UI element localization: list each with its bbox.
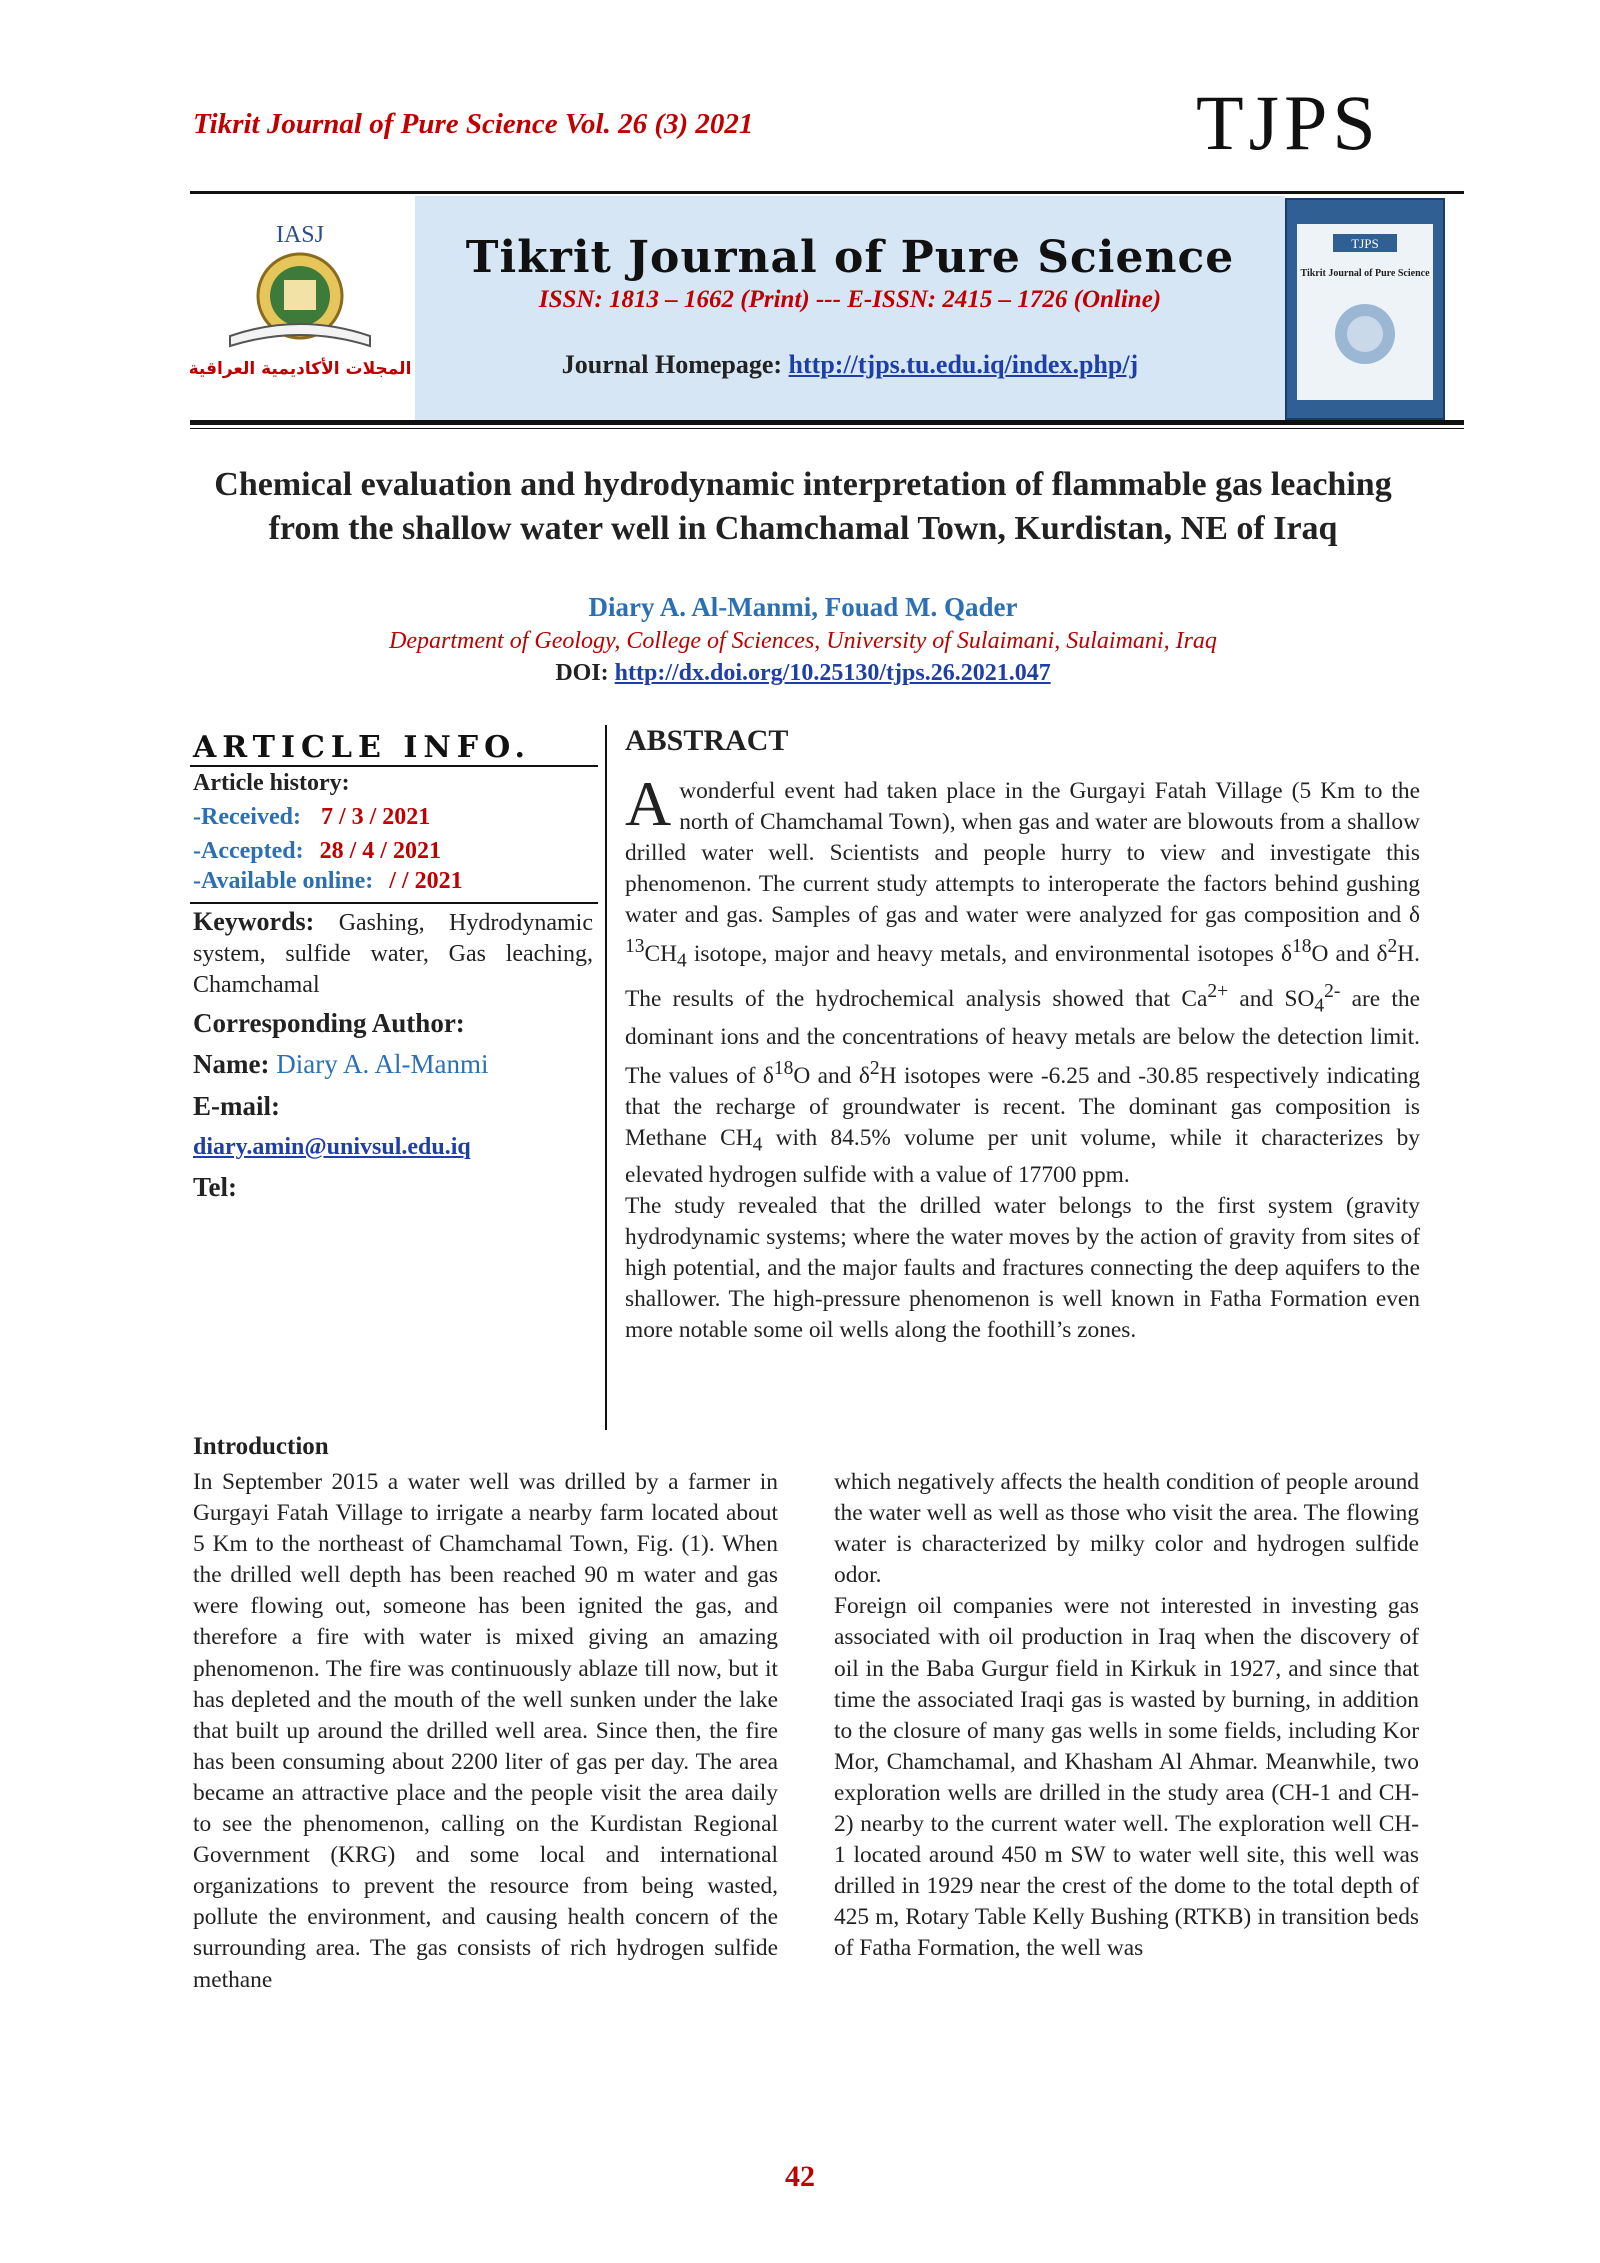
homepage-label: Journal Homepage: [561, 350, 789, 379]
abstract-heading: ABSTRACT [625, 724, 789, 757]
doi-link[interactable]: http://dx.doi.org/10.25130/tjps.26.2021.047 [614, 660, 1051, 686]
author-name-label: Name: [193, 1049, 277, 1079]
issn-line: ISSN: 1813 – 1662 (Print) --- E-ISSN: 2415 – 1726 (Online) [538, 286, 1162, 313]
author-name-row [193, 1049, 488, 1080]
corresponding-author-label: Corresponding Author: [193, 1008, 465, 1038]
online-date: / / 2021 [389, 868, 463, 894]
introduction-left-column: In September 2015 a water well was drilled by a farmer in Gurgayi Fatah Village to irrigate a nearby farm located about 5 Km to the northeast of Chamchamal Town, Fig. (1). When the drilled well depth has been reached 90 m water and gas were flowing out, someone has been ignited the gas, and therefore a fire with water is mixed giving an amazing phenomenon. The fire was continuously ablaze till now, but it has depleted and the mouth of the well sunken under the lake that built up around the drilled well area. Since then, the fire has been consuming about 2200 liter of gas per day. The area became an attractive place and the people visit the area daily to see the phenomenon, calling on the Kurdistan Regional Government (KRG) and some local and international organizations to prevent the resource from being wasted, pollute the environment, and causing health concern of the surrounding area. The gas consists of rich hydrogen sulfide methane [193, 1469, 778, 1993]
running-head: Tikrit Journal of Pure Science Vol. 26 (3) 2021 [193, 108, 754, 140]
doi-line [193, 660, 1413, 687]
email-label: E-mail: [193, 1091, 280, 1121]
cover-title-text: Tikrit Journal of Pure Science [1300, 268, 1430, 279]
online-row [193, 868, 463, 895]
iasj-arabic-text: المجلات الأكاديمية العراقية [190, 359, 410, 379]
author-affiliation: Department of Geology, College of Sciences, University of Sulaimani, Sulaimani, Iraq [389, 628, 1217, 654]
abstract-dropcap: A [625, 768, 672, 839]
abstract-paragraph-2: The study revealed that the drilled water belongs to the first system (gravity hydrodynamic systems; where the water moves by the action of gravity from sites of high potential, and the major faults and fractures connecting the deep aquifers to the shallower. The high-pressure phenomenon is well known in Fatha Formation even more notable some oil wells along the foothill’s zones. [625, 1193, 1420, 1344]
keywords-block [193, 906, 593, 1001]
introduction-heading: Introduction [193, 1433, 329, 1460]
banner-rule [190, 420, 1464, 425]
page-number: 42 [785, 2160, 815, 2193]
journal-homepage [415, 350, 1285, 380]
article-authors: Diary A. Al-Manmi, Fouad M. Qader [588, 592, 1018, 622]
doi-label: DOI: [555, 660, 615, 686]
received-row [193, 804, 430, 831]
article-info-rule [190, 765, 598, 767]
homepage-link[interactable]: http://tjps.tu.edu.iq/index.php/j [788, 350, 1139, 379]
received-date: 7 / 3 / 2021 [320, 804, 431, 830]
header-rule [190, 191, 1464, 194]
author-name-value: Diary A. Al-Manmi [276, 1049, 489, 1079]
abstract-paragraph-1: A wonderful event had taken place in the Gurgayi Fatah Village (5 Km to the north of Chamchamal Town), when gas and water are blowouts from a shallow drilled water well. Scientists and people hurry to view and investigate this phenomenon. The current study attempts to interoperate the factors behind gushing water and gas. Samples of gas and water were analyzed for gas composition and δ $^{13}CH_4$ isotope, major and heavy metals, and environmental isotopes $\delta^{18}O$ and $\delta^2H$. The results of the hydrochemical analysis showed that $Ca^{2+}$ and $SO_4^{2-}$ are the dominant ions and the concentrations of heavy metals are below the detection limit. The values of $\delta^{18}O$ and $\delta^2H$ isotopes were -6.25 and -30.85 respectively indicating that the recharge of groundwater is recent. The dominant gas composition is Methane $CH_4$ with 84.5% volume per unit volume, while it characterizes by elevated hydrogen sulfide with a value of 17700 ppm. [625, 768, 1421, 1189]
journal-cover-thumbnail [1285, 198, 1445, 420]
accepted-row [193, 838, 441, 865]
iasj-logo [190, 214, 410, 384]
tjps-wordmark: TJPS [1196, 79, 1381, 166]
abstract-body [625, 768, 1421, 1346]
article-info-heading: ARTICLE INFO. [193, 730, 531, 765]
keywords-value: Gashing, Hydrodynamic system, sulfide water, Gas leaching, Chamchamal [193, 910, 593, 998]
introduction-paragraph-right-2: Foreign oil companies were not interested in investing gas associated with oil production in Iraq when the discovery of oil in the Baba Gurgur field in Kirkuk in 1927, and since that time the associated Iraqi gas is wasted by burning, in addition to the closure of many gas wells in some fields, including Kor Mor, Chamchamal, and Khasham Al Ahmar. Meanwhile, two exploration wells are drilled in the study area (CH-1 and CH-2) nearby to the current water well. The exploration well CH-1 located around 450 m SW to water well site, this well was drilled in 1929 near the crest of the dome to the total depth of 425 m, Rotary Table Kelly Bushing (RTKB) in transition beds of Fatha Formation, the well was [834, 1593, 1419, 1962]
article-history-rule [190, 902, 598, 904]
cover-badge-text: TJPS [1351, 236, 1379, 251]
keywords-label: Keywords: [193, 907, 315, 936]
column-divider [605, 725, 607, 1430]
accepted-label: -Accepted: [193, 838, 304, 864]
accepted-date: 28 / 4 / 2021 [319, 838, 441, 864]
online-label: -Available online: [193, 868, 374, 894]
introduction-paragraph-right-1: which negatively affects the health condition of people around the water well as well as those who visit the area. The flowing water is characterized by milky color and hydrogen sulfide odor. [834, 1469, 1419, 1589]
journal-name: Tikrit Journal of Pure Science [465, 232, 1235, 283]
introduction-right-column [834, 1467, 1419, 1965]
iasj-logo-text: IASJ [275, 222, 325, 248]
author-email-link[interactable]: diary.amin@univsul.edu.iq [193, 1134, 471, 1160]
article-history-label: Article history: [193, 770, 350, 796]
article-title: Chemical evaluation and hydrodynamic interpretation of flammable gas leaching from the shallow water well in Chamchamal Town, Kurdistan, NE of Iraq [214, 466, 1392, 547]
received-label: -Received: [193, 804, 301, 830]
tel-label: Tel: [193, 1172, 238, 1202]
banner-rule-thin [190, 428, 1464, 429]
